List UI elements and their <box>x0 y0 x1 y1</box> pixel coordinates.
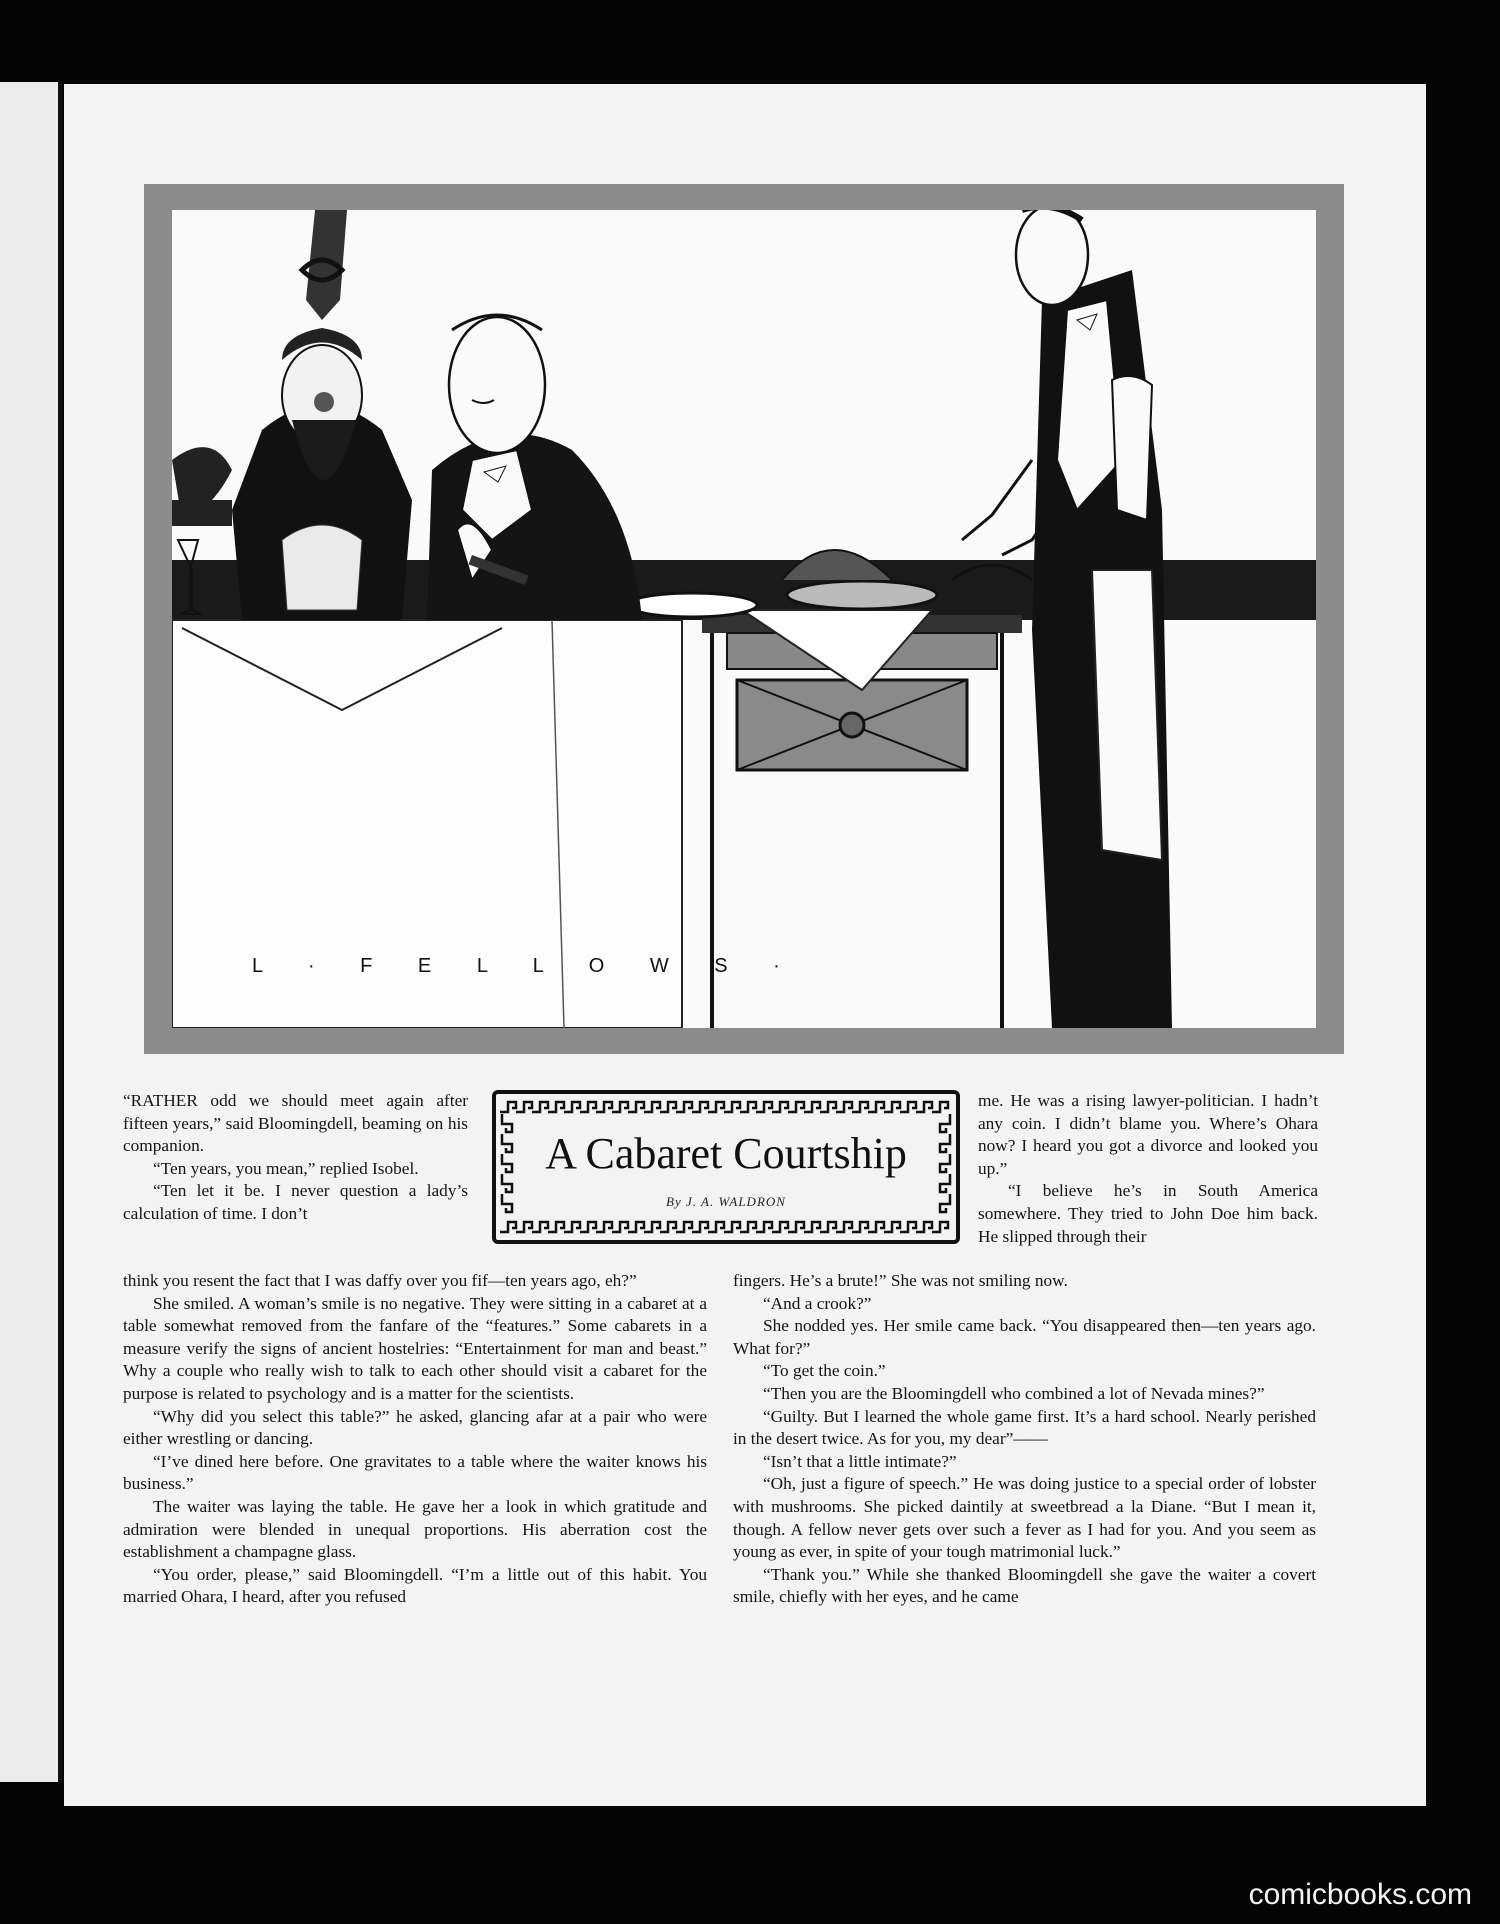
adjacent-page-edge <box>0 82 62 1782</box>
paragraph: “Ten let it be. I never question a lady’s calculation of time. I don’t <box>123 1181 468 1223</box>
article-byline: By J. A. WALDRON <box>666 1194 786 1209</box>
column-right-bottom <box>733 1270 1316 1609</box>
paragraph: “Ten years, you mean,” replied Isobel. <box>153 1158 419 1178</box>
paragraph: fingers. He’s a brute!” She was not smiling now. <box>733 1271 1068 1290</box>
paragraph: “I believe he’s in South America somewhere. They tried to John Doe him back. He slipped through their <box>978 1181 1318 1246</box>
paragraph: “Guilty. But I learned the whole game first. It’s a hard school. Nearly perished in the desert twice. As for you, my dear”—— <box>733 1406 1316 1449</box>
illustration <box>172 210 1316 1028</box>
paragraph: “Oh, just a figure of speech.” He was doing justice to a special order of lobster with mushrooms. She picked daintily at sweetbread a la Diane. “But I mean it, though. A fellow never gets over such a fever as I had for you. And you seem as young as ever, in spite of your tough matrimonial luck.” <box>733 1474 1316 1562</box>
site-watermark: comicbooks.com <box>1248 1878 1472 1911</box>
illustrator-signature: L · F E L L O W S · <box>252 955 800 977</box>
paragraph: “And a crook?” <box>763 1293 872 1313</box>
paragraph: “Then you are the Bloomingdell who combined a lot of Nevada mines?” <box>763 1383 1265 1403</box>
meander-border-top <box>496 1098 956 1116</box>
column-right-top <box>978 1090 1318 1248</box>
paragraph: “I’ve dined here before. One gravitates to a table where the waiter knows his business.” <box>123 1451 707 1494</box>
column-left-bottom <box>123 1270 707 1609</box>
paragraph: The waiter was laying the table. He gave her a look in which gratitude and admiration were blended in unequal proportions. His aberration cost the establishment a champagne glass. <box>123 1496 707 1562</box>
illustration-frame <box>144 184 1344 1054</box>
paragraph: “Thank you.” While she thanked Bloomingdell she gave the waiter a covert smile, chiefly with her eyes, and he came <box>733 1564 1316 1607</box>
cabaret-illustration <box>172 210 1316 1028</box>
column-left-top <box>123 1090 468 1226</box>
meander-border-bottom <box>496 1218 956 1236</box>
paragraph: think you resent the fact that I was daffy over you fif—ten years ago, eh?” <box>123 1271 637 1290</box>
paragraph: “Isn’t that a little intimate?” <box>763 1451 957 1471</box>
paragraph: me. He was a rising lawyer-politician. I hadn’t any coin. I didn’t blame you. Where’s Ohara now? I heard you got a divorce and looked you up.” <box>978 1091 1318 1178</box>
paragraph: “To get the coin.” <box>763 1361 886 1381</box>
paragraph: She nodded yes. Her smile came back. “You disappeared then—ten years ago. What for?” <box>733 1316 1316 1358</box>
paragraph: “You order, please,” said Bloomingdell. “I’m a little out of this habit. You married Ohara, I heard, after you refused <box>123 1564 707 1607</box>
paragraph: “Why did you select this table?” he asked, glancing afar at a pair who were either wrestling or dancing. <box>123 1406 707 1449</box>
article-title: A Cabaret Courtship <box>545 1129 907 1178</box>
title-box <box>492 1090 960 1244</box>
paragraph: “RATHER odd we should meet again after fifteen years,” said Bloomingdell, beaming on his companion. <box>123 1091 468 1156</box>
paragraph: She smiled. A woman’s smile is no negative. They were sitting in a cabaret at a table somewhat removed from the fanfare of the “features.” Some cabarets in a measure verify the signs of ancient hostelries: “Entertainment for man and beast.” Why a couple who really wish to talk to each other should visit a cabaret for the purpose is related to psychology and is a matter for the scientists. <box>123 1293 707 1403</box>
